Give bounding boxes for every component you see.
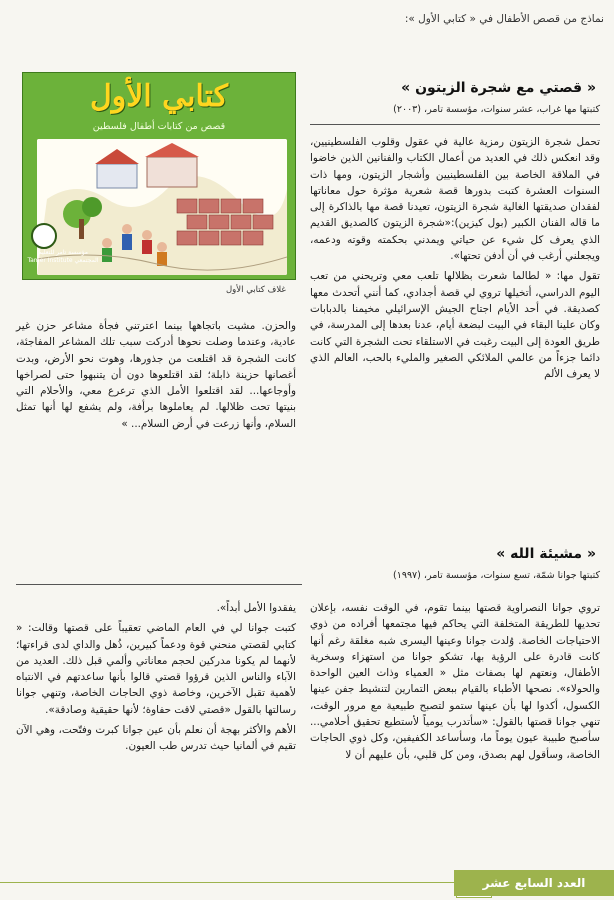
section-divider — [310, 124, 600, 125]
cover-subtitle: قصص من كتابات أطفال فلسطين — [92, 121, 226, 132]
paragraph: الأهم والأكثر بهجة أن نعلم بأن عين جوانا كبرت وفتّحت، وهي الآن تقيم في ألمانيا حيث تدرس طب العيون. — [16, 724, 296, 753]
story-byline-olive-tree: كتبتها مها غراب، عشر سنوات، مؤسسة تامر، (٢٠٠٣) — [393, 104, 600, 115]
paragraph: يفقدوا الأمل أبداً». — [216, 602, 296, 614]
cover-publisher: مؤسسة تامر للتعليم المجتمعي Tamer Institute — [27, 249, 99, 264]
story-title-olive-tree: « قصتي مع شجرة الزيتون » — [401, 80, 596, 96]
story2-left-column — [16, 600, 296, 862]
section-divider — [16, 584, 302, 585]
paragraph: والحزن. مشيت باتجاهها بينما اعترتني فجأة مشاعر حزن غير عادية، وعندما وصلت نحوها أدركت سبب تلك المشاعر المفاجئة، كانت الشجرة قد اقتلعت من جذورها، وهوت نحو الأرض، وبدت أغصانها حزينة ذابلة؛ لقد اقتلعوها دون أن يتنبهوا حتى لصراخها وأوجاعها... لقد اقتلعوا الأمل الذي ترعرع معي، والأحلام التي بنيتها تحت ظلالها. لم يعاملوها برأفة، ولم يشفع لها أنها تمثل السلام، وأنها زرعت في أرض السلام... » — [16, 320, 296, 430]
publisher-logo — [31, 223, 57, 249]
paragraph: تقول مها: « لطالما شعرت بظلالها تلعب معي وتريحني من تعب اليوم الدراسي، أتخيلها تروي لي قصة أجدادي، كما أنني أتحدث معها كصديقة. في أحد الأيام اجتاح الجيش الإسرائيلي مخيمنا بالدبابات وكان علينا البقاء في البيت لبضعة أيام، عدنا بعدها إلى المدرسة، في طريق العودة إلى البيت رغبت في الاستلقاء تحت الشجرة التي كانت دائما جزءاً من عالمي الملائكي الصغير والمليء بالحب، العالم الذي لا يعرف الألم — [310, 270, 600, 381]
issue-label: العدد السابع عشر — [454, 870, 614, 896]
cover-caption: غلاف كتابي الأول — [226, 285, 286, 295]
story-byline-gods-will: كتبتها جوانا شمّة، تسع سنوات، مؤسسة تامر، (١٩٩٧) — [393, 570, 600, 581]
paragraph: تروي جوانا النصراوية قصتها بينما تقوم، في الوقت نفسه، بإعلان تحديها للطريقة المتخلفة التي يحاكم فيها مجتمعها أفراده من ذوي الاحتياجات الخاصة. وُلدت جوانا وعينها اليسرى شبه مغلقة رغم أنها كانت قادرة على الرؤية بها، تشكو جوانا من استهزاء وسخرية الأطفال، ونعتهم لها بصفات مثل « العمياء وذات العين الواحدة والحولاء». نصحها الأطباء بالقيام ببعض التمارين لتنشيط جفن عينها الكسول، أكدوا لها بأن عينها ستمو لتصبح طبيعية مع مرور الوقت، تنهي جوانا قصتها بالقول: «سأتدرب يومياً لأستطيع تحقيق أحلامي... سأصبح طبيبة عيون يوماً ما، وسأساعد الكفيفين، وكل ذوي الحاجات الخاصة، وسأقول لهم بصدق، ومن كل قلبي، بأن عليهم أن لا — [310, 602, 600, 761]
story2-right-column — [310, 600, 600, 862]
page-header: نماذج من قصص الأطفال في « كتابي الأول »: — [404, 13, 604, 25]
page-footer — [0, 866, 614, 896]
paragraph: كتبت جوانا لي في العام الماضي تعقيباً على قصتها وقالت: « كتابي لقصتي منحني قوة ودعماً كبيرين، ذُهل والداي لدى قراءتها؛ لأنهما لم يكونا مدركين لحجم معاناتي وألمي قبل ذلك. العديد من الآباء والناس الذين قرؤوا قصتي قالوا بأنها ساعدتهم في الانتباه لأهمية تقبل الآخرين، وخاصة ذوي الحاجات الخاصة، وتنهي جوانا رسالتها بالقول «قصتي لاقت حفاوة؛ لأنها حقيقية وصادقة». — [16, 622, 296, 716]
book-cover-image — [22, 72, 296, 280]
story1-left-column — [16, 318, 296, 518]
cover-title: كتابي الأول — [89, 79, 228, 114]
paragraph: تحمل شجرة الزيتون رمزية عالية في عقول وقلوب الفلسطينيين، وقد انعكس ذلك في العديد من أعمال الكتاب والفنانين الذين خاضوا في الملاقة الخاصة بين الفلسطينيين وأشجار الزيتون، ومها ذات السنوات العشرة كتبت بدورها قصة شعرية مؤثرة حول معاناتها لفقدان صديقتها الغالية شجرة الزيتون، تعيدنا قصة مها بالذاكرة إلى ما قاله الفنان الكبير (بول كيزين):«شجرة الزيتون كالصديق القديم الذي يعرف كل شيء عن حياتي ويمدني بحكمته وقوته ودعمه، ويجعلني أرغب في أن أدفن تحتها». — [310, 136, 600, 263]
story1-right-column — [310, 134, 600, 498]
story-title-gods-will: « مشيئة الله » — [496, 546, 596, 562]
footer-rule — [0, 882, 454, 883]
